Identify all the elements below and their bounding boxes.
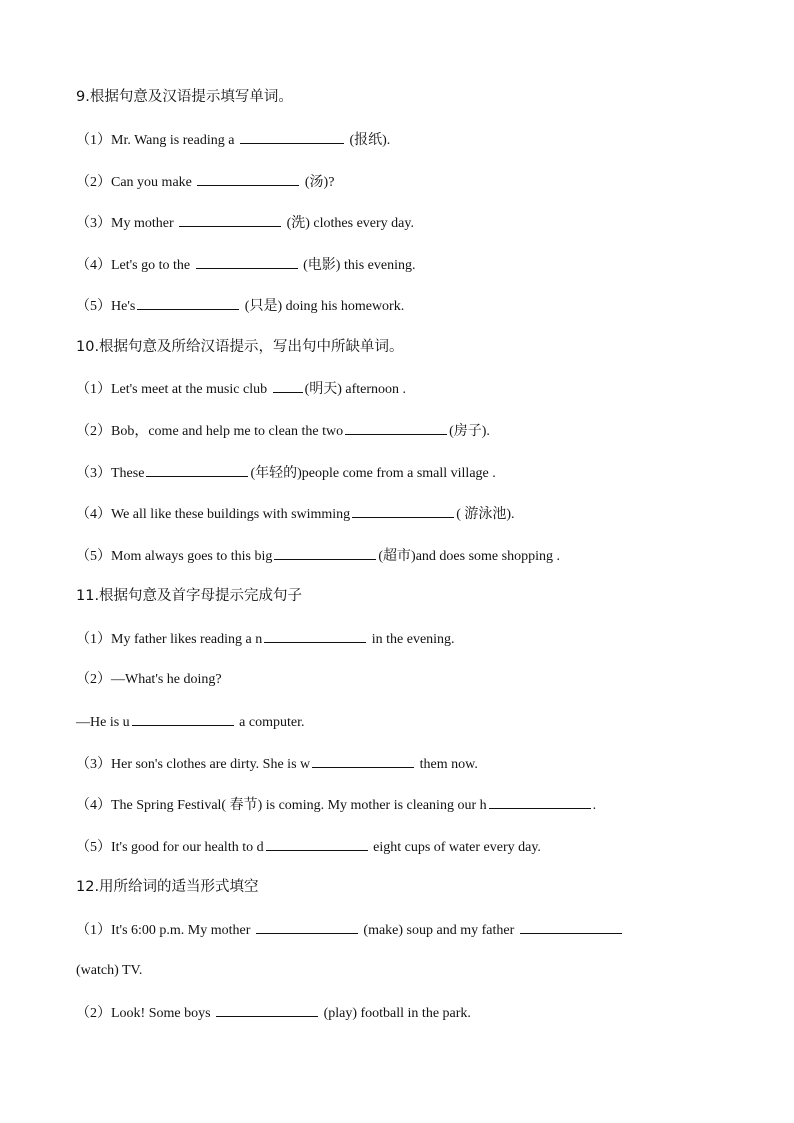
- answer-blank[interactable]: [312, 754, 414, 768]
- answer-blank[interactable]: [132, 712, 234, 726]
- item-text-post: (报纸).: [345, 133, 391, 148]
- q10-4: [76, 504, 754, 524]
- item-text-post: a computer.: [235, 715, 305, 730]
- answer-blank[interactable]: [489, 795, 591, 809]
- item-text-pre: He's: [111, 299, 136, 314]
- item-text-pre: My mother: [111, 216, 178, 231]
- item-number: （2）: [76, 1006, 111, 1021]
- q11-1: [76, 629, 754, 649]
- item-number: （5）: [76, 299, 111, 314]
- item-text-pre: Let's go to the: [111, 258, 194, 273]
- item-text-pre: —He is u: [76, 715, 130, 730]
- item-text-pre: My father likes reading a n: [111, 632, 263, 647]
- answer-blank[interactable]: [520, 920, 622, 934]
- item-text-pre: Let's meet at the music club: [111, 382, 271, 397]
- section-10-heading: 10.根据句意及所给汉语提示，写出句中所缺单词。: [76, 339, 404, 355]
- item-text-post: in the evening.: [368, 632, 455, 647]
- q11-2-answer: [76, 712, 754, 732]
- item-text-post: them now.: [416, 757, 478, 772]
- answer-blank[interactable]: [146, 463, 248, 477]
- item-number: （4）: [76, 507, 111, 522]
- q10-1: [76, 379, 754, 399]
- item-text-pre: (watch) TV.: [76, 963, 143, 978]
- q9-3: [76, 213, 754, 233]
- q10-5: [76, 546, 754, 566]
- section-12-heading: 12.用所给词的适当形式填空: [76, 879, 259, 895]
- q12-1-cont: [76, 962, 754, 980]
- item-text-pre: These: [111, 466, 145, 481]
- item-number: （4）: [76, 798, 111, 813]
- item-number: （1）: [76, 133, 111, 148]
- answer-blank[interactable]: [274, 546, 376, 560]
- q11-4: [76, 795, 754, 815]
- item-text-post: (只是) doing his homework.: [241, 299, 405, 314]
- item-text-post: (play) football in the park.: [320, 1006, 471, 1021]
- q11-3: [76, 754, 754, 774]
- item-text-pre: It's 6:00 p.m. My mother: [111, 923, 254, 938]
- item-text-pre: It's good for our health to d: [111, 840, 264, 855]
- answer-blank[interactable]: [197, 172, 299, 186]
- answer-blank[interactable]: [345, 421, 447, 435]
- answer-blank[interactable]: [352, 504, 454, 518]
- answer-blank[interactable]: [273, 379, 303, 393]
- item-number: （3）: [76, 466, 111, 481]
- item-number: （1）: [76, 382, 111, 397]
- answer-blank[interactable]: [256, 920, 358, 934]
- item-text-pre: Bob，come and help me to clean the two: [111, 424, 344, 439]
- q9-4: [76, 255, 754, 275]
- item-text-mid: (make) soup and my father: [359, 923, 518, 938]
- answer-blank[interactable]: [266, 837, 368, 851]
- item-text-post: (汤)?: [301, 175, 335, 190]
- q10-3: [76, 463, 754, 483]
- item-number: （1）: [76, 632, 111, 647]
- item-text-post: (超市)and does some shopping .: [378, 549, 560, 564]
- section-9-heading: 9.根据句意及汉语提示填写单词。: [76, 89, 293, 105]
- item-text-post: ( 游泳池).: [456, 507, 515, 522]
- item-text-post: (洗) clothes every day.: [283, 216, 414, 231]
- item-text-post: .: [592, 798, 597, 813]
- q9-2: [76, 172, 754, 192]
- item-number: （4）: [76, 258, 111, 273]
- item-text-pre: —What's he doing?: [111, 672, 222, 687]
- item-number: （5）: [76, 840, 111, 855]
- item-number: （3）: [76, 216, 111, 231]
- q12-2: [76, 1003, 754, 1023]
- item-text-post: (明天) afternoon .: [304, 382, 407, 397]
- item-text-pre: The Spring Festival( 春节) is coming. My mother is cleaning our h: [111, 798, 487, 813]
- q12-1: [76, 920, 754, 940]
- item-text-post: (房子).: [449, 424, 490, 439]
- item-number: （1）: [76, 923, 111, 938]
- item-number: （2）: [76, 672, 111, 687]
- item-text-post: (年轻的)people come from a small village .: [250, 466, 496, 481]
- answer-blank[interactable]: [179, 213, 281, 227]
- answer-blank[interactable]: [240, 130, 344, 144]
- q11-2: [76, 671, 754, 689]
- q9-5: [76, 296, 754, 316]
- item-text-pre: We all like these buildings with swimming: [111, 507, 351, 522]
- item-text-pre: Her son's clothes are dirty. She is w: [111, 757, 311, 772]
- answer-blank[interactable]: [137, 296, 239, 310]
- item-text-post: eight cups of water every day.: [369, 840, 541, 855]
- answer-blank[interactable]: [196, 255, 298, 269]
- item-text-post: (电影) this evening.: [299, 258, 416, 273]
- item-text-pre: Can you make: [111, 175, 196, 190]
- section-11-heading: 11.根据句意及首字母提示完成句子: [76, 588, 303, 604]
- q10-2: [76, 421, 754, 441]
- item-text-pre: Look! Some boys: [111, 1006, 215, 1021]
- q11-5: [76, 837, 754, 857]
- item-text-pre: Mr. Wang is reading a: [111, 133, 238, 148]
- item-number: （5）: [76, 549, 111, 564]
- answer-blank[interactable]: [264, 629, 366, 643]
- answer-blank[interactable]: [216, 1003, 318, 1017]
- item-number: （2）: [76, 424, 111, 439]
- item-number: （2）: [76, 175, 111, 190]
- q9-1: [76, 130, 754, 150]
- item-number: （3）: [76, 757, 111, 772]
- item-text-pre: Mom always goes to this big: [111, 549, 273, 564]
